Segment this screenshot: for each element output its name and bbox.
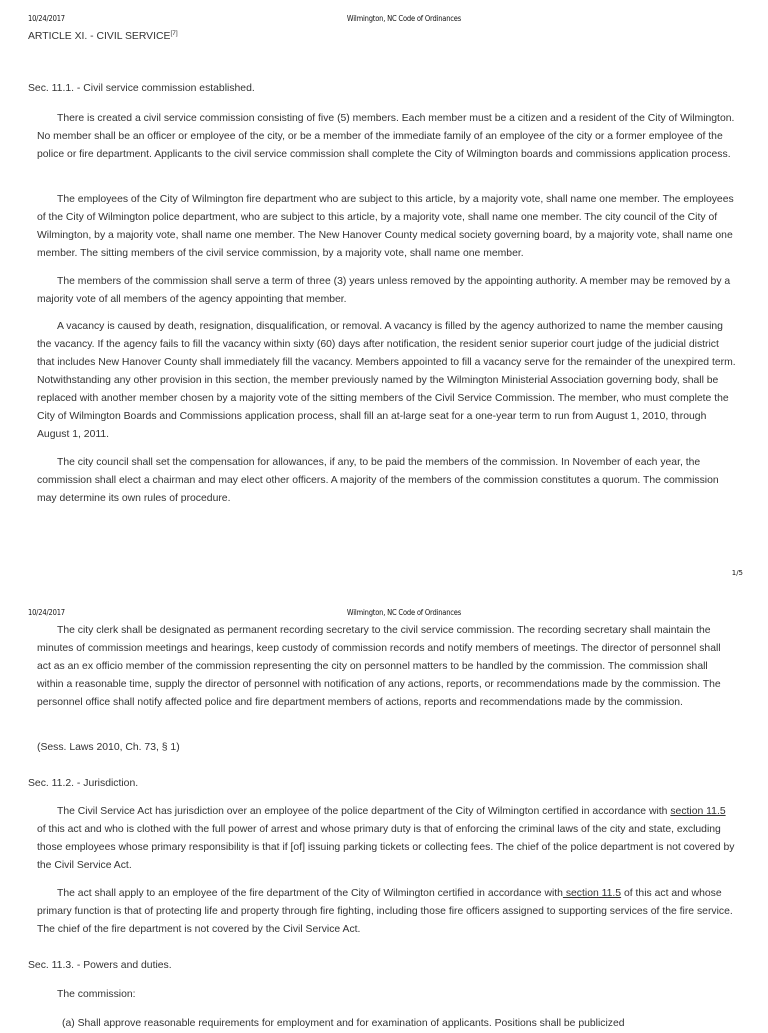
section-11-5-link[interactable]: section 11.5 [670, 806, 726, 817]
article-title-text: ARTICLE XI. - CIVIL SERVICE [28, 31, 171, 42]
section-heading-11-2: Sec. 11.2. - Jurisdiction. [28, 778, 139, 789]
list-item-a: (a) Shall approve reasonable requirements for employment and for examination of applicants. Positions shall be publicized [62, 1018, 625, 1029]
article-title [28, 30, 178, 42]
document-page-2 [0, 600, 768, 1029]
paragraph-term: The members of the commission shall serve a term of three (3) years unless removed by the appointing authority. A member may be removed by a majority vote of all members of the agency appointing that member. [37, 276, 731, 305]
page-number: 1/5 [731, 569, 743, 577]
paragraph-text: of this act and who is clothed with the full power of arrest and whose primary duty is that of enforcing the criminal laws of the city and state, excluding those employees whose primary responsibility is that if [of] issuing parking tickets or collecting fees. The chief of the police department is not covered by the Civil Service Act. [37, 824, 735, 871]
paragraph-fire-jurisdiction [37, 885, 737, 939]
footnote-link[interactable]: [7] [170, 30, 178, 37]
paragraph-membership: There is created a civil service commission consisting of five (5) members. Each member must be a citizen and a resident of the City of Wilmington. No member shall be an officer or employee of the city, or be a member of the immediate family of an employee of the city or a former employee of the police or fire department. Applicants to the civil service commission shall complete the City of Wilmington boards and commissions application process. [37, 113, 735, 160]
section-heading-11-3: Sec. 11.3. - Powers and duties. [28, 960, 172, 971]
paragraph-police-jurisdiction [37, 803, 737, 875]
commission-intro: The commission: [57, 989, 136, 1000]
print-header [0, 14, 768, 28]
paragraph-text: of this act and whose primary function is that of protecting life and property through fire fighting, including those fire officers assigned to supporting services of the fire service. The chief of the fire department is not covered by the Civil Service Act. [37, 888, 733, 935]
print-date: 10/24/2017 [28, 14, 65, 23]
section-heading-11-1: Sec. 11.1. - Civil service commission established. [28, 83, 255, 94]
print-date: 10/24/2017 [28, 608, 65, 617]
section-11-5-link[interactable]: section 11.5 [562, 888, 622, 899]
paragraph-recording-secretary: The city clerk shall be designated as permanent recording secretary to the civil service commission. The recording secretary shall maintain the minutes of commission meetings and hearings, keep custody of commission records and notify members of meetings. The director of personnel shall act as an ex officio member of the commission representing the city on personnel matters to be handled by the commission. The commission shall within a reasonable time, supply the director of personnel with notification of any actions, reports, or recommendations made by the commission. The personnel office shall notify affected police and fire department members of actions, reports and recommendations made by the commission. [37, 625, 721, 708]
print-header [0, 608, 768, 622]
paragraph-vacancy: A vacancy is caused by death, resignation, disqualification, or removal. A vacancy is filled by the agency authorized to name the member causing the vacancy. If the agency fails to fill the vacancy within sixty (60) days after notification, the resident senior superior court judge of the judicial district that includes New Hanover County shall immediately fill the vacancy. Members appointed to fill a vacancy serve for the remainder of the unexpired term. Notwithstanding any other provision in this section, the member previously named by the Wilmington Ministerial Association governing body, shall be replaced with another member chosen by a majority vote of the sitting members of the Civil Service Commission. The member, who must complete the City of Wilmington Boards and Commissions application process, shall fill an at-large seat for a one-year term to run from August 1, 2010, through August 1, 2011. [37, 321, 736, 440]
print-title: Wilmington, NC Code of Ordinances [346, 14, 462, 23]
history-note: (Sess. Laws 2010, Ch. 73, § 1) [37, 742, 180, 753]
paragraph-appointment: The employees of the City of Wilmington fire department who are subject to this article, by a majority vote, shall name one member. The employees of the City of Wilmington police department, who are subject to this article, by a majority vote, shall name one member. The city council of the City of Wilmington, by a majority vote, shall name one member. The New Hanover County medical society governing board, by a majority vote, shall name one member. The sitting members of the civil service commission, by a majority vote, shall name one member. [37, 194, 734, 259]
print-title: Wilmington, NC Code of Ordinances [346, 608, 462, 617]
paragraph-text: The act shall apply to an employee of the fire department of the City of Wilmington certified in accordance with [57, 888, 563, 899]
paragraph-compensation: The city council shall set the compensation for allowances, if any, to be paid the members of the commission. In November of each year, the commission shall elect a chairman and may elect other officers. A majority of the members of the commission constitutes a quorum. The commission may determine its own rules of procedure. [37, 457, 719, 504]
paragraph-text: The Civil Service Act has jurisdiction over an employee of the police department of the City of Wilmington certified in accordance with [57, 806, 671, 817]
